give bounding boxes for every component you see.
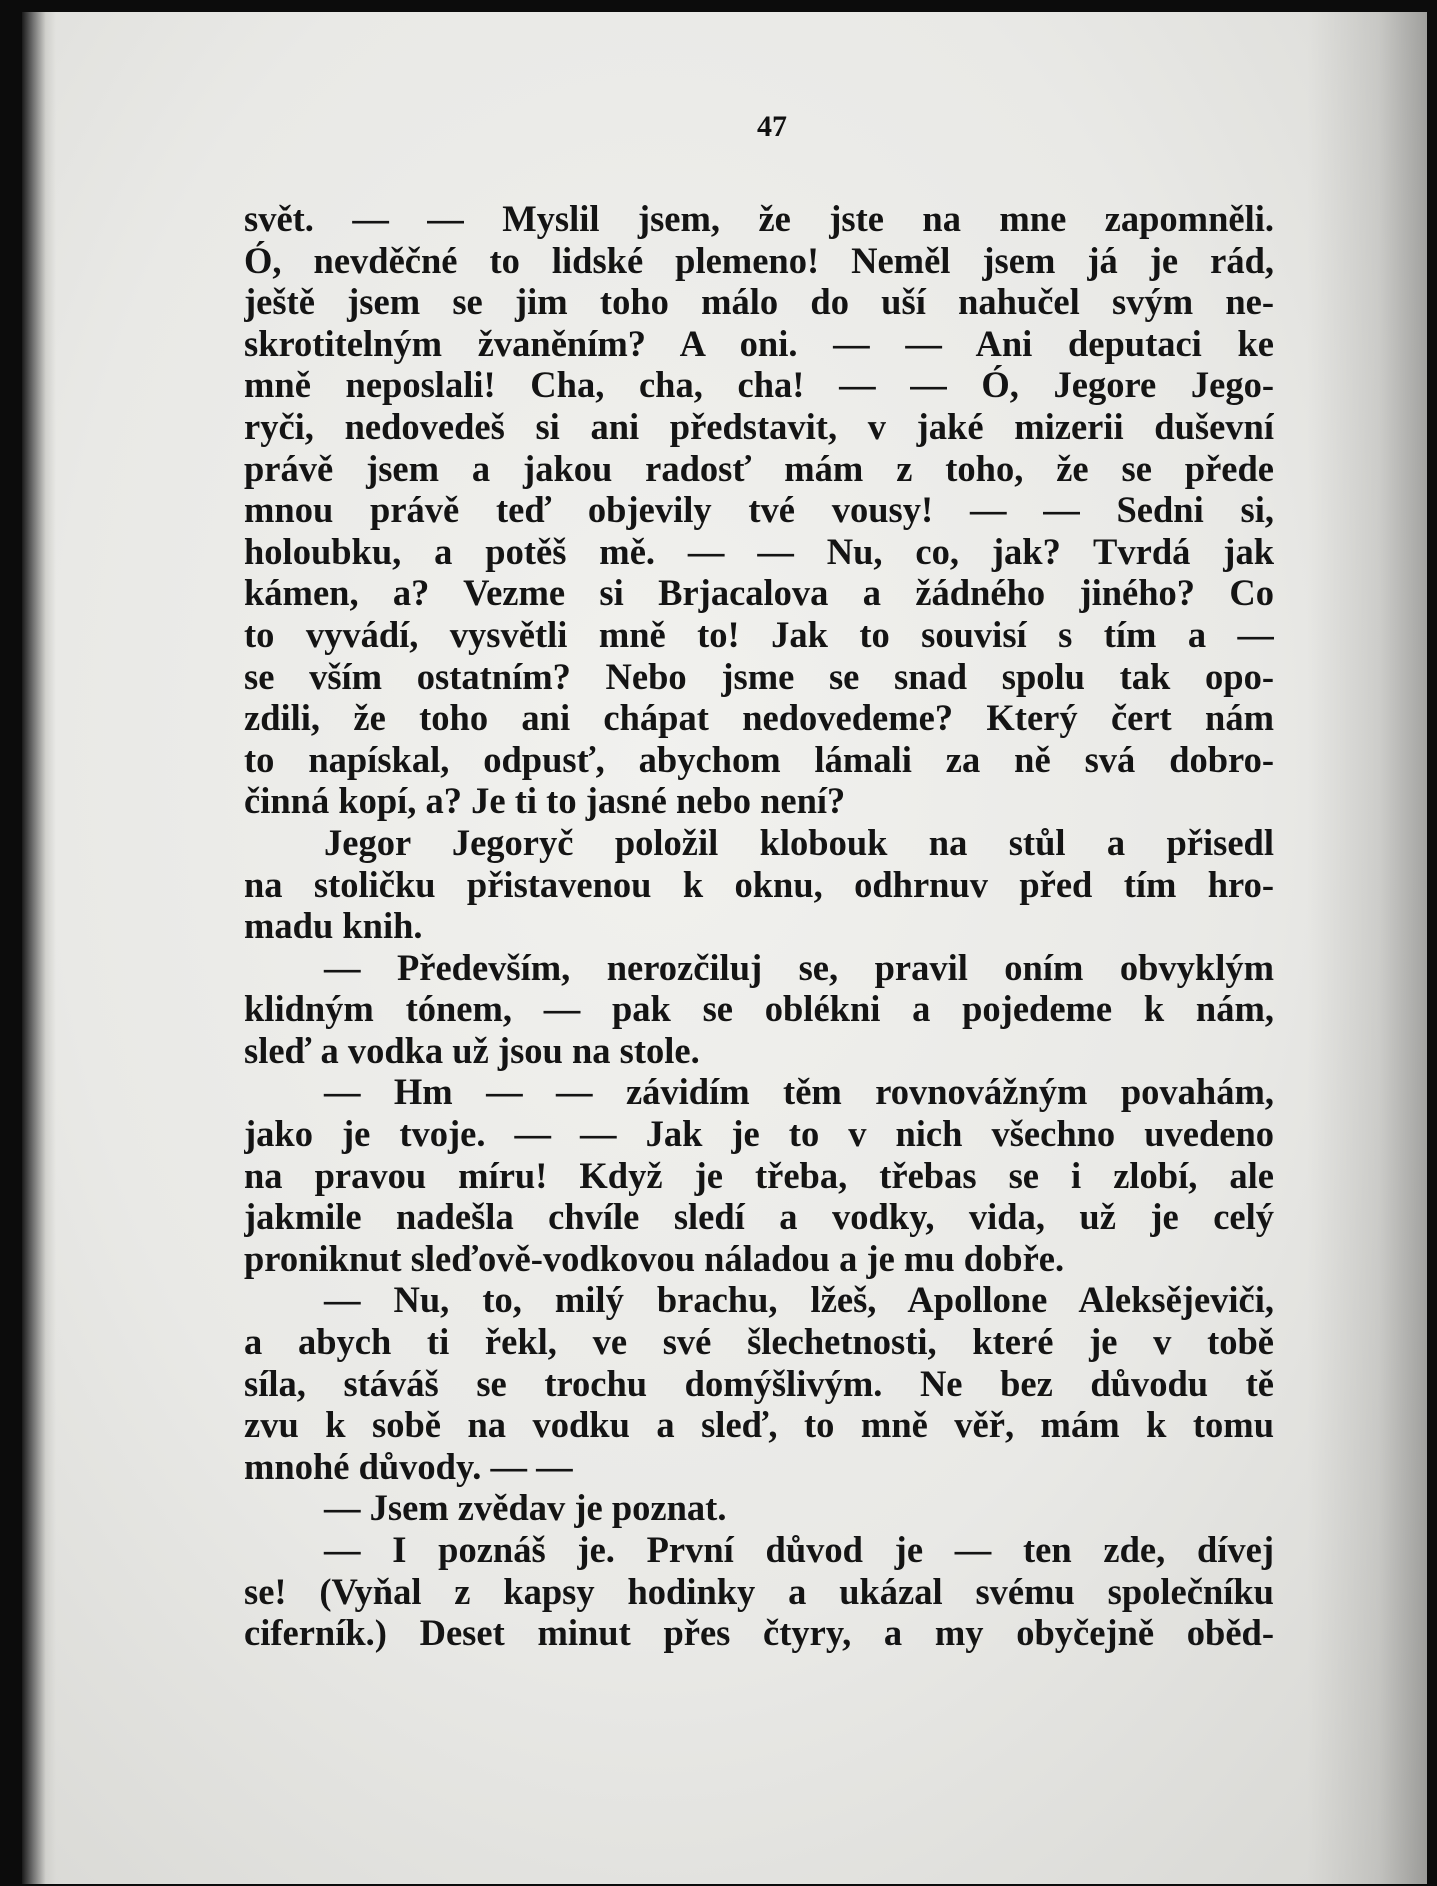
text-line: kámen, a? Vezme si Brjacalova a žádného jiného? Co [244, 572, 1274, 614]
page-edge-shadow [1307, 12, 1427, 1884]
text-line: Jegor Jegoryč položil klobouk na stůl a přisedl [324, 821, 1274, 863]
text-line: — Nu, to, milý brachu, lžeš, Apollone Aleksějeviči, [324, 1279, 1274, 1321]
text-line: skrotitelným žvaněním? A oni. — — Ani deputaci ke [244, 322, 1274, 364]
text-line: jakmile nadešla chvíle sledí a vodky, vida, už je celý [244, 1196, 1274, 1238]
text-line: holoubku, a potěš mě. — — Nu, co, jak? Tvrdá jak [244, 530, 1274, 572]
text-line: svět. — — Myslil jsem, že jste na mne zapomněli. [244, 198, 1274, 239]
text-line: mnohé důvody. — — [244, 1445, 573, 1487]
text-line: na pravou míru! Když je třeba, třebas se i zlobí, ale [244, 1154, 1274, 1196]
text-line: to vyvádí, vysvětli mně to! Jak to souvisí s tím a — [244, 613, 1274, 655]
text-line: zdili, že toho ani chápat nedovedeme? Který čert nám [244, 697, 1274, 739]
text-line: a abych ti řekl, ve své šlechetnosti, které je v tobě [244, 1321, 1274, 1363]
text-line: ještě jsem se jim toho málo do uší nahučel svým ne- [244, 281, 1274, 323]
text-line: se! (Vyňal z kapsy hodinky a ukázal svému společníku [244, 1570, 1274, 1612]
text-line: madu knih. [244, 905, 423, 947]
text-line: — I poznáš je. První důvod je — ten zde, dívej [324, 1529, 1274, 1570]
text-line: právě jsem a jakou radosť mám z toho, že se přede [244, 447, 1274, 489]
text-line: mně neposlali! Cha, cha, cha! — — Ó, Jegore Jego- [244, 364, 1274, 406]
text-line: síla, stáváš se trochu domýšlivým. Ne bez důvodu tě [244, 1362, 1274, 1404]
text-line: sleď a vodka už jsou na stole. [244, 1029, 700, 1071]
text-line: — Především, nerozčiluj se, pravil oním obvyklým [324, 946, 1274, 988]
text-line: ryči, nedovedeš si ani představit, v jaké mizerii duševní [244, 405, 1274, 447]
text-line: to napískal, odpusť, abychom lámali za ně svá dobro- [244, 738, 1274, 780]
text-line: ciferník.) Deset minut přes čtyry, a my obyčejně oběd- [244, 1612, 1274, 1654]
text-line: se vším ostatním? Nebo jsme se snad spolu tak opo- [244, 655, 1274, 697]
body-text [244, 198, 1274, 1654]
text-line: Ó, nevděčné to lidské plemeno! Neměl jsem já je rád, [244, 239, 1274, 281]
text-line: — Jsem zvědav je poznat. [324, 1487, 727, 1529]
text-line: zvu k sobě na vodku a sleď, to mně věř, mám k tomu [244, 1404, 1274, 1446]
text-line: mnou právě teď objevily tvé vousy! — — Sedni si, [244, 489, 1274, 531]
page-number: 47 [757, 110, 787, 143]
text-line: klidným tónem, — pak se oblékni a pojedeme k nám, [244, 988, 1274, 1030]
book-page [22, 12, 1427, 1884]
text-line: proniknut sleďově-vodkovou náladou a je mu dobře. [244, 1237, 1065, 1279]
book-spine-shadow [22, 12, 56, 1884]
text-line: na stoličku přistavenou k oknu, odhrnuv před tím hro- [244, 863, 1274, 905]
text-line: jako je tvoje. — — Jak je to v nich všechno uvedeno [244, 1113, 1274, 1155]
text-line: činná kopí, a? Je ti to jasné nebo není? [244, 780, 846, 822]
text-line: — Hm — — závidím těm rovnovážným povahám, [324, 1071, 1274, 1113]
